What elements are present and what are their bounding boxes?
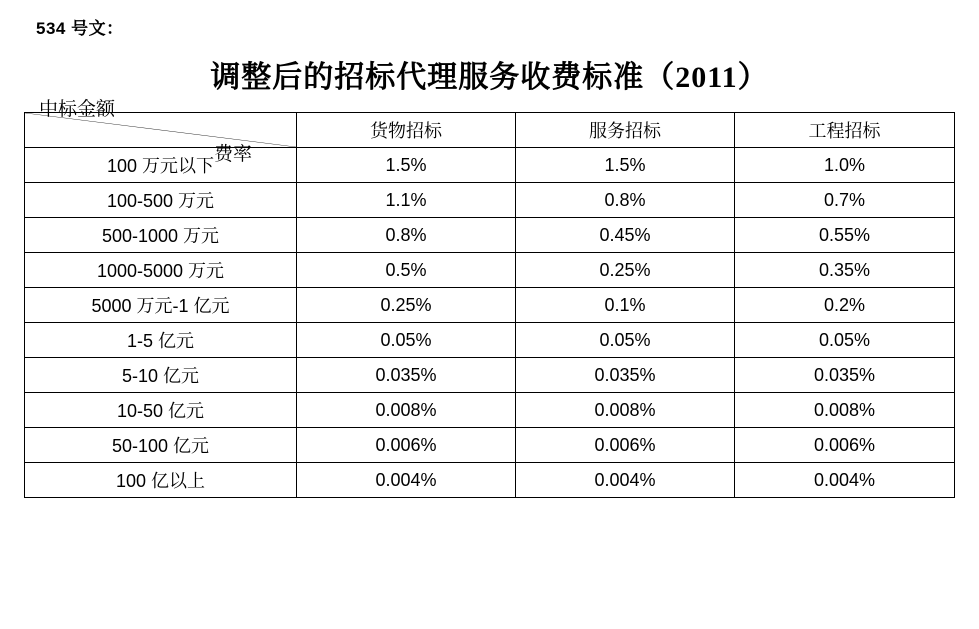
cell-goods-rate: 0.5% [297, 253, 516, 288]
cell-service-rate: 0.1% [516, 288, 735, 323]
cell-goods-rate: 1.5% [297, 148, 516, 183]
table-corner-header [25, 99, 297, 165]
cell-service-rate: 0.8% [516, 183, 735, 218]
table-row [25, 428, 955, 463]
document-reference-note: 534 号文： [36, 19, 124, 38]
cell-works-rate: 0.004% [735, 463, 955, 498]
cell-service-rate: 0.05% [516, 323, 735, 358]
cell-works-rate: 1.0% [735, 148, 955, 183]
cell-works-rate: 0.7% [735, 183, 955, 218]
cell-service-rate: 1.5% [516, 148, 735, 183]
row-label: 100 亿以上 [25, 463, 297, 498]
cell-service-rate: 0.008% [516, 393, 735, 428]
corner-amount-label: 中标金额 [39, 99, 116, 120]
row-label: 5-10 亿元 [25, 358, 297, 393]
cell-service-rate: 0.035% [516, 358, 735, 393]
cell-goods-rate: 0.25% [297, 288, 516, 323]
cell-works-rate: 0.035% [735, 358, 955, 393]
row-label: 1-5 亿元 [25, 323, 297, 358]
row-label: 100-500 万元 [25, 183, 297, 218]
cell-goods-rate: 0.006% [297, 428, 516, 463]
table-row [25, 323, 955, 358]
cell-service-rate: 0.45% [516, 218, 735, 253]
cell-works-rate: 0.2% [735, 288, 955, 323]
cell-works-rate: 0.05% [735, 323, 955, 358]
row-label: 50-100 亿元 [25, 428, 297, 463]
cell-goods-rate: 0.004% [297, 463, 516, 498]
cell-service-rate: 0.25% [516, 253, 735, 288]
cell-works-rate: 0.35% [735, 253, 955, 288]
column-header-works: 工程招标 [735, 113, 955, 148]
table-row [25, 288, 955, 323]
cell-goods-rate: 0.05% [297, 323, 516, 358]
table-row [25, 253, 955, 288]
table-header-row [25, 113, 955, 148]
row-label: 500-1000 万元 [25, 218, 297, 253]
table-row [25, 393, 955, 428]
table-row [25, 358, 955, 393]
cell-works-rate: 0.55% [735, 218, 955, 253]
corner-rate-label: 费率 [213, 144, 252, 165]
column-header-service: 服务招标 [516, 113, 735, 148]
table-row [25, 183, 955, 218]
page-title: 调整后的招标代理服务收费标准（2011） [210, 61, 769, 94]
cell-goods-rate: 1.1% [297, 183, 516, 218]
cell-goods-rate: 0.035% [297, 358, 516, 393]
cell-works-rate: 0.008% [735, 393, 955, 428]
cell-works-rate: 0.006% [735, 428, 955, 463]
row-label: 100 万元以下 [25, 148, 297, 183]
table-row [25, 148, 955, 183]
table-row [25, 463, 955, 498]
cell-goods-rate: 0.8% [297, 218, 516, 253]
cell-service-rate: 0.004% [516, 463, 735, 498]
fee-standard-table [24, 99, 955, 498]
cell-service-rate: 0.006% [516, 428, 735, 463]
table-row [25, 218, 955, 253]
row-label: 10-50 亿元 [25, 393, 297, 428]
row-label: 5000 万元-1 亿元 [25, 288, 297, 323]
cell-goods-rate: 0.008% [297, 393, 516, 428]
row-label: 1000-5000 万元 [25, 253, 297, 288]
column-header-goods: 货物招标 [297, 113, 516, 148]
